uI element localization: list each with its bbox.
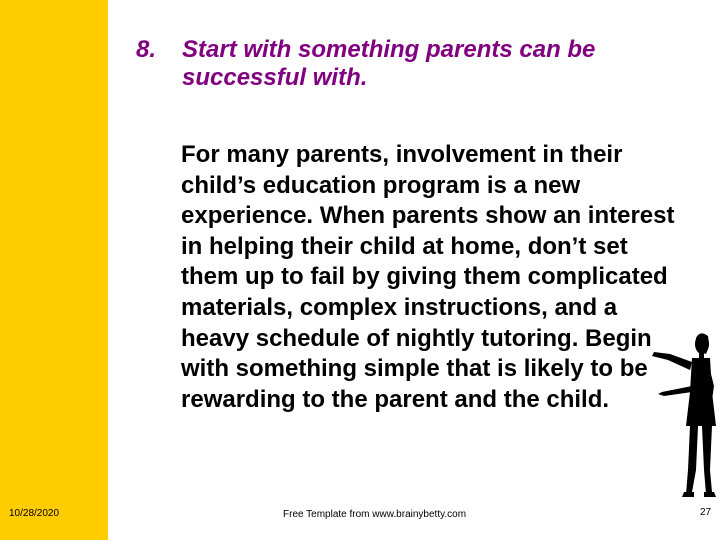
body-paragraph: For many parents, involvement in their child’s education program is a new experience. When parents show an interest in helping their child at home, don’t set them up to fail by giving them complicated materials, complex instructions, and a heavy schedule of nightly tutoring. Begin with something simple that is likely to be rewarding to the parent and the child. — [181, 141, 675, 413]
woman-silhouette-icon — [640, 330, 720, 500]
footer-template-credit: Free Template from www.brainybetty.com — [283, 509, 467, 520]
title-text: Start with something parents can be successful with. — [182, 36, 596, 91]
footer-page-number: 27 — [700, 507, 712, 518]
footer-date: 10/28/2020 — [9, 508, 60, 519]
sidebar-stripe — [0, 0, 108, 540]
title-number: 8. — [136, 36, 157, 63]
